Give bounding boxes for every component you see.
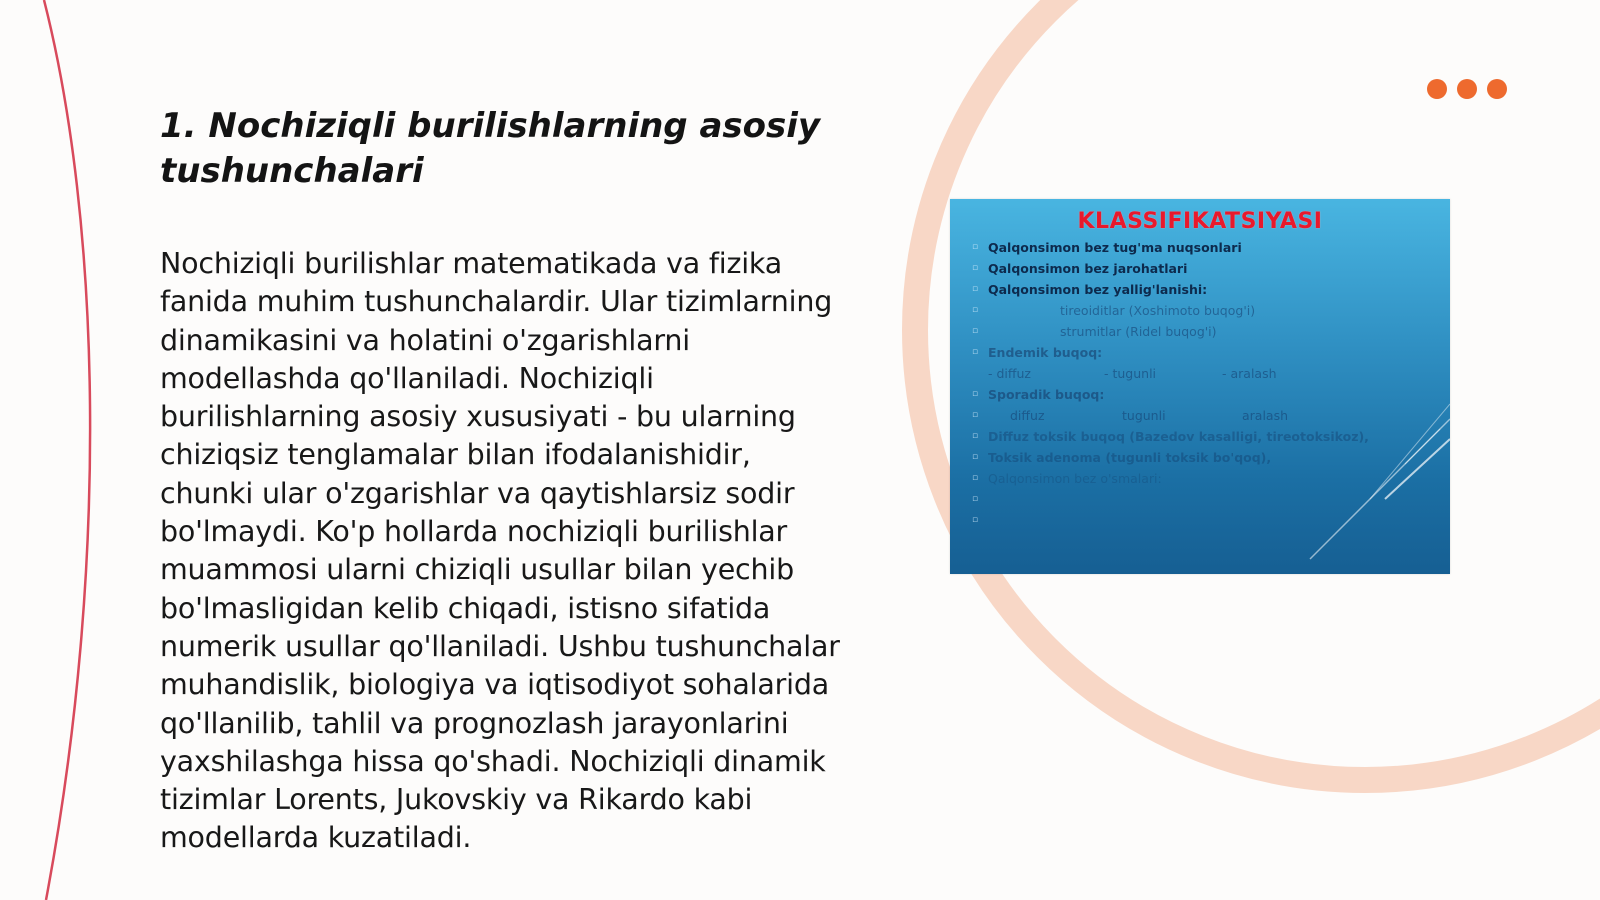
dot-icon [1457, 79, 1477, 99]
slide-title: 1. Nochiziqli burilishlarning asosiy tushunchalari [160, 106, 821, 191]
dot-icon [1487, 79, 1507, 99]
slide-body-text: Nochiziqli burilishlar matematikada va fizika fanida muhim tushunchalardir. Ular tizimlarning dinamikasini va holatini o'zgarishlarni modellashda qo'llaniladi. Nochiziqli burilishlarning asosiy xususiyati - bu ularning chiziqsiz tenglamalar bilan ifodalanishidir, chunki ular o'zgarishlar va qaytishlarsiz sodir bo'lmaydi. Ko'p hollarda nochiziqli burilishlar muammosi ularni chiziqli usullar bilan yechib bo'lmasligidan kelib chiqadi, istisno sifatida numerik usullar qo'llaniladi. Ushbu tushunchalar muhandislik, biologiya va iqtisodiyot sohalarida qo'llanilib, tahlil va prognozlash jarayonlarini yaxshilashga hissa qo'shadi. Nochiziqli dinamik tizimlar Lorents, Jukovskiy va Rikardo kabi modellarda kuzatiladi. [160, 247, 840, 855]
image-list-item: ▫ Diffuz toksik buqoq (Bazedov kasalligi, tireotoksikoz), [972, 429, 1369, 444]
image-list-item: ▫ [972, 494, 979, 504]
image-title: KLASSIFIKATSIYASI [1077, 209, 1323, 234]
image-list [972, 237, 1442, 531]
image-list-item: ▫ Qalqonsimon bez o'smalari: [972, 471, 1162, 486]
embedded-slide-image [950, 199, 1450, 574]
left-red-arc [44, 0, 90, 900]
image-list-item: ▫ strumitlar (Ridel buqog'i) [972, 324, 1217, 339]
image-list-item: ▫ Qalqonsimon bez jarohatlari [972, 261, 1188, 276]
image-list-item: ▫ Toksik adenoma (tugunli toksik bo'qoq), [972, 450, 1272, 465]
dot-icon [1427, 79, 1447, 99]
image-list-item: ▫ Qalqonsimon bez tug'ma nuqsonlari [972, 240, 1242, 255]
image-list-item: ▫ Qalqonsimon bez yallig'lanishi: [972, 282, 1208, 297]
image-list-item: ▫ Sporadik buqoq: [972, 387, 1105, 402]
more-dots [1427, 79, 1507, 99]
image-list-item: - diffuz - tugunli - aralash [988, 366, 1277, 381]
image-list-item: ▫ Endemik buqoq: [972, 345, 1103, 360]
image-list-item: ▫ diffuz tugunli aralash [972, 408, 1289, 423]
image-list-item: ▫ tireoiditlar (Xoshimoto buqog'i) [972, 303, 1256, 318]
image-list-item: ▫ [972, 515, 979, 525]
